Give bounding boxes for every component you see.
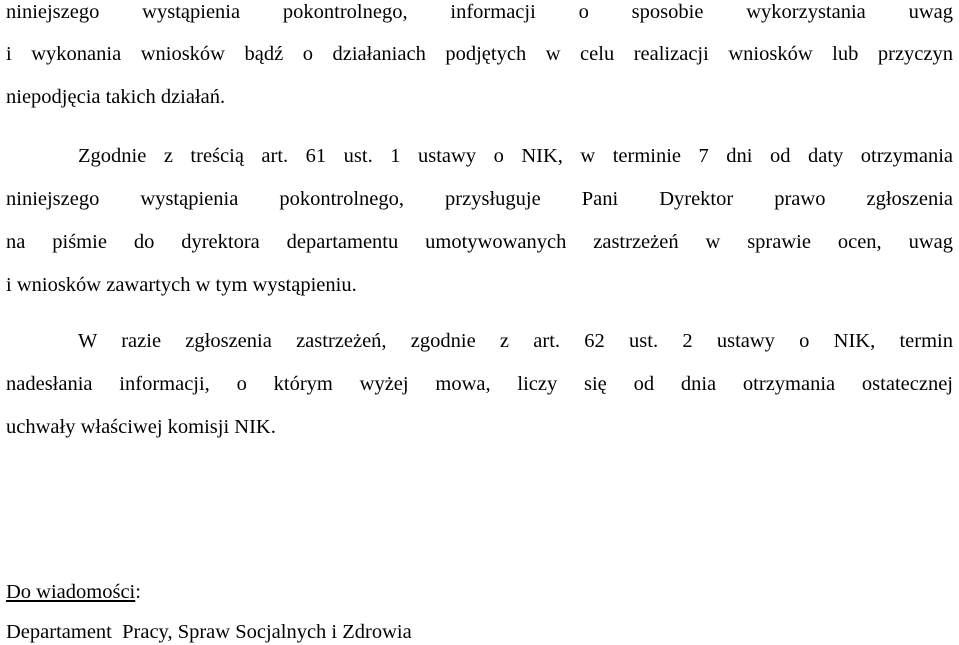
text-line: uchwały właściwej komisji NIK. — [6, 416, 276, 438]
distribution-heading: Do wiadomości — [6, 581, 136, 603]
text-line: nadesłania informacji, o którym wyżej mowa, liczy się od dnia otrzymania ostatecznej — [6, 373, 953, 395]
distribution-recipient: Departament Pracy, Spraw Socjalnych i Zdrowia — [6, 621, 412, 643]
text-line: niniejszego wystąpienia pokontrolnego, informacji o sposobie wykorzystania uwag — [6, 1, 953, 23]
text-line: niniejszego wystąpienia pokontrolnego, przysługuje Pani Dyrektor prawo zgłoszenia — [6, 188, 953, 210]
text-line: W razie zgłoszenia zastrzeżeń, zgodnie z art. 62 ust. 2 ustawy o NIK, termin — [78, 330, 953, 352]
text-line: niepodjęcia takich działań. — [6, 86, 226, 108]
distribution-colon: : — [135, 581, 141, 603]
text-line: i wykonania wniosków bądź o działaniach podjętych w celu realizacji wniosków lub przyczyn — [6, 43, 953, 65]
text-line: Zgodnie z treścią art. 61 ust. 1 ustawy o NIK, w terminie 7 dni od daty otrzymania — [78, 145, 953, 167]
text-line: i wniosków zawartych w tym wystąpieniu. — [6, 274, 357, 296]
distribution-heading-line — [6, 580, 953, 604]
text-line: na piśmie do dyrektora departamentu umotywowanych zastrzeżeń w sprawie ocen, uwag — [6, 231, 953, 253]
